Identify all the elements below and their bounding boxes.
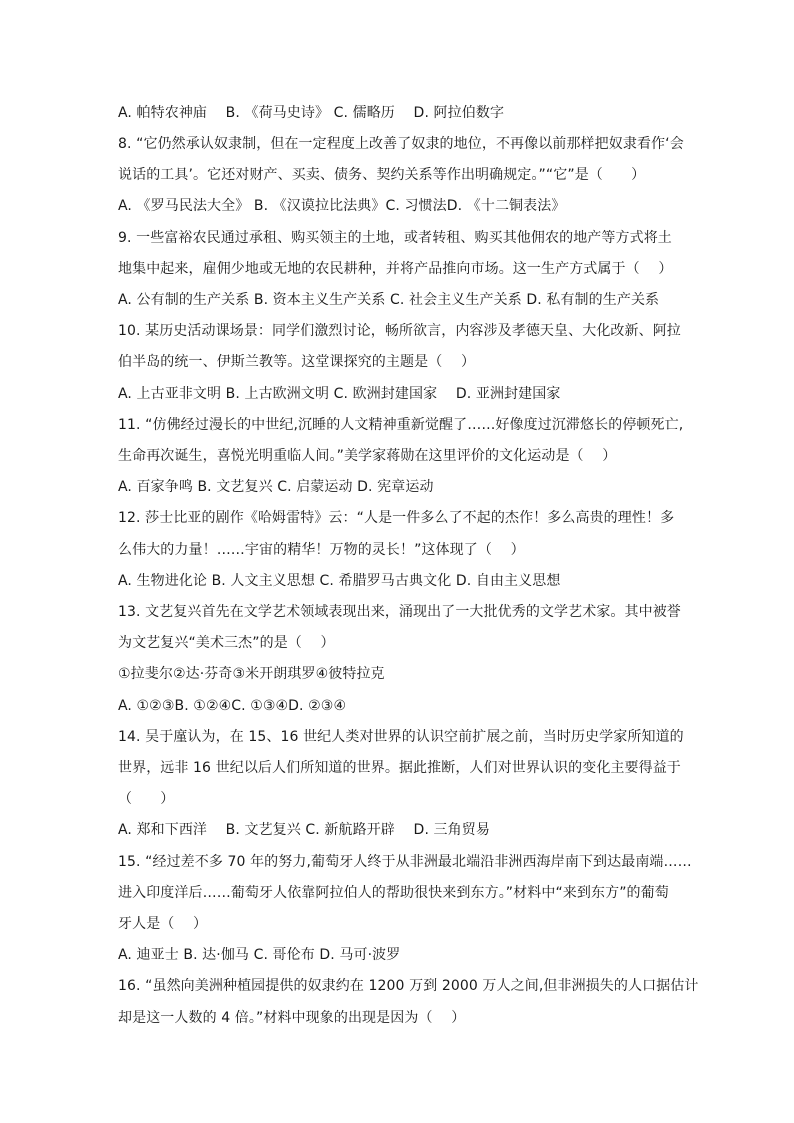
- question-12-line-1: 12. 莎士比亚的剧作《哈姆雷特》云：“人是一件多么了不起的杰作！多么高贵的理性！多: [118, 510, 675, 526]
- question-11-line-2: 生命再次诞生，喜悦光明重临人间。”美学家蒋勋在这里评价的文化运动是（ ）: [118, 448, 617, 464]
- answer-options-q8: A. 《罗马民法大全》 B. 《汉谟拉比法典》C. 习惯法D. 《十二铜表法》: [118, 198, 566, 214]
- answer-options-q15: A. 迪亚士 B. 达·伽马 C. 哥伦布 D. 马可·波罗: [118, 947, 401, 963]
- question-10-line-2: 伯半岛的统一、伊斯兰教等。这堂课探究的主题是（ ）: [118, 354, 476, 370]
- question-13-line-1: 13. 文艺复兴首先在文学艺术领域表现出来，涌现出了一大批优秀的文学艺术家。其中被誉: [118, 604, 681, 620]
- question-11-line-1: 11. “仿佛经过漫长的中世纪,沉睡的人文精神重新觉醒了……好像度过沉滞悠长的停顿死亡,: [118, 417, 684, 433]
- answer-options-q13: A. ①②③B. ①②④C. ①③④D. ②③④: [118, 698, 347, 714]
- answer-options-q7: A. 帕特农神庙 B. 《荷马史诗》 C. 儒略历 D. 阿拉伯数字: [118, 105, 505, 121]
- question-15-line-2: 进入印度洋后……葡萄牙人依靠阿拉伯人的帮助很快来到东方。”材料中“来到东方”的葡萄: [118, 885, 669, 901]
- answer-options-q14: A. 郑和下西洋 B. 文艺复兴 C. 新航路开辟 D. 三角贸易: [118, 822, 490, 838]
- question-13-items: ①拉斐尔②达·芬奇③米开朗琪罗④彼特拉克: [118, 666, 385, 682]
- question-16-line-2: 却是这一人数的 4 倍。”材料中现象的出现是因为（ ）: [118, 1010, 466, 1026]
- question-16-line-1: 16. “虽然向美洲种植园提供的奴隶约在 1200 万到 2000 万人之间,但非洲损失的人口据估计: [118, 978, 699, 994]
- question-8-line-1: 8. “它仍然承认奴隶制，但在一定程度上改善了奴隶的地位，不再像以前那样把奴隶看作‘会: [118, 136, 684, 152]
- answer-options-q10: A. 上古亚非文明 B. 上古欧洲文明 C. 欧洲封建国家 D. 亚洲封建国家: [118, 386, 561, 402]
- answer-options-q9: A. 公有制的生产关系 B. 资本主义生产关系 C. 社会主义生产关系 D. 私有制的生产关系: [118, 292, 660, 308]
- answer-options-q12: A. 生物进化论 B. 人文主义思想 C. 希腊罗马古典文化 D. 自由主义思想: [118, 573, 561, 589]
- question-12-line-2: 么伟大的力量！……宇宙的精华！万物的灵长！”这体现了（ ）: [118, 542, 525, 558]
- question-14-line-2: 世界，远非 16 世纪以后人们所知道的世界。据此推断，人们对世界认识的变化主要得益于: [118, 760, 681, 776]
- question-9-line-2: 地集中起来，雇佣少地或无地的农民耕种，并将产品推向市场。这一生产方式属于（ ）: [118, 261, 673, 277]
- question-9-line-1: 9. 一些富裕农民通过承租、购买领主的土地，或者转租、购买其他佣农的地产等方式将土: [118, 230, 672, 246]
- answer-options-q11: A. 百家争鸣 B. 文艺复兴 C. 启蒙运动 D. 宪章运动: [118, 479, 434, 495]
- question-13-line-2: 为文艺复兴“美术三杰”的是（ ）: [118, 635, 335, 651]
- question-10-line-1: 10. 某历史活动课场景：同学们激烈讨论，畅所欲言，内容涉及孝德天皇、大化改新、阿拉: [118, 323, 681, 339]
- question-14-line-1: 14. 吴于廑认为，在 15、16 世纪人类对世界的认识空前扩展之前，当时历史学家所知道的: [118, 729, 684, 745]
- question-15-line-3: 牙人是（ ）: [118, 916, 208, 932]
- question-8-line-2: 说话的工具’。它还对财产、买卖、债务、契约关系等作出明确规定。”“它”是（ ）: [118, 167, 646, 183]
- question-15-line-1: 15. “经过差不多 70 年的努力,葡萄牙人终于从非洲最北端沿非洲西海岸南下到达最南端……: [118, 854, 692, 870]
- question-14-line-3: （ ）: [118, 791, 175, 807]
